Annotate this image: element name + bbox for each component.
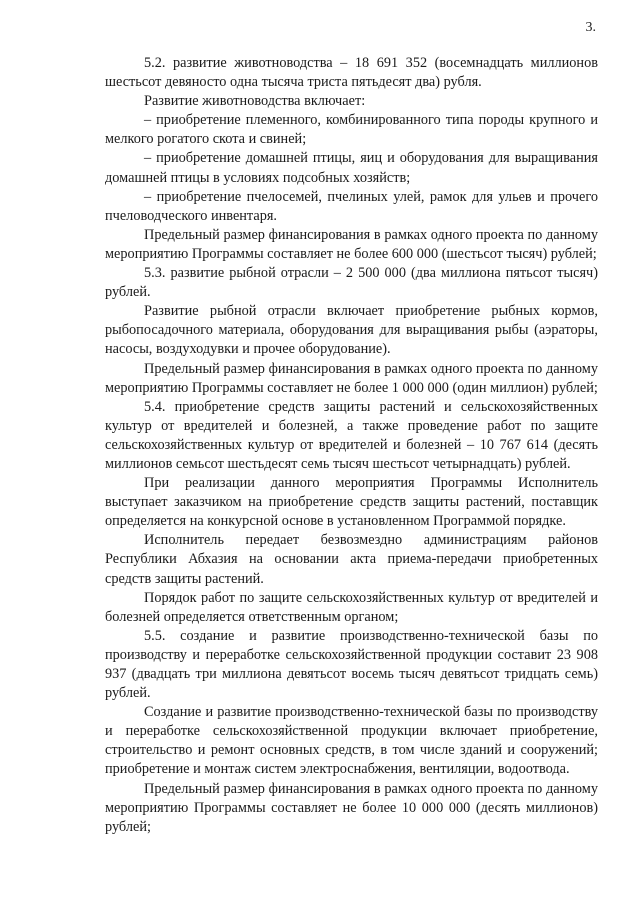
list-item-beekeeping: – приобретение пчелосемей, пчелиных улей, рамок для ульев и прочего пчеловодческого инвентаря. [105, 188, 598, 224]
paragraph-limit-base: Предельный размер финансирования в рамках одного проекта по данному мероприятию Программы составляет не более 10 000 000 (десять миллионов) рублей; [105, 780, 598, 835]
paragraph-5-2: 5.2. развитие животноводства – 18 691 352 (восемнадцать миллионов шестьсот девяносто одна тысяча триста пятьдесят два) рубля. [105, 55, 598, 91]
paragraph-5-3: 5.3. развитие рыбной отрасли – 2 500 000 (два миллиона пятьсот тысяч) рублей. [105, 265, 598, 301]
paragraph-fishery-includes: Развитие рыбной отрасли включает приобретение рыбных кормов, рыбопосадочного материала, оборудования для выращивания рыбы (аэраторы, насосы, воздуходувки и прочее оборудование). [105, 303, 598, 358]
paragraph-executor-customer: При реализации данного мероприятия Программы Исполнитель выступает заказчиком на приобретение средств защиты растений, поставщик определяется на конкурсной основе в установленном Программой порядке. [105, 475, 598, 530]
document-body [105, 54, 598, 837]
paragraph-limit-fishery: Предельный размер финансирования в рамках одного проекта по данному мероприятию Программы составляет не более 1 000 000 (один миллион) рублей; [105, 360, 598, 396]
paragraph-limit-livestock: Предельный размер финансирования в рамках одного проекта по данному мероприятию Программы составляет не более 600 000 (шестьсот тысяч) рублей; [105, 226, 598, 262]
paragraph-5-4: 5.4. приобретение средств защиты растений и сельскохозяйственных культур от вредителей и болезней, а также проведение работ по защите сельскохозяйственных культур от вредителей и болезней – 10 767 614 (десять миллионов семьсот шестьдесят семь тысяч шестьсот четырнадцать) рублей. [105, 398, 598, 472]
page-number: 3. [585, 20, 596, 35]
paragraph-livestock-intro: Развитие животноводства включает: [144, 93, 366, 110]
list-item-cattle: – приобретение племенного, комбинированного типа породы крупного и мелкого рогатого скота и свиней; [105, 112, 598, 148]
paragraph-base-includes: Создание и развитие производственно-технической базы по производству и переработке сельскохозяйственной продукции включает приобретение, строительство и ремонт основных средств, в том числе зданий и сооружений; приобретение и монтаж систем электроснабжения, вентиляции, водоотвода. [105, 704, 598, 778]
list-item-poultry: – приобретение домашней птицы, яиц и оборудования для выращивания домашней птицы в условиях подсобных хозяйств; [105, 150, 598, 186]
paragraph-protection-order: Порядок работ по защите сельскохозяйственных культур от вредителей и болезней определяется ответственным органом; [105, 589, 598, 625]
paragraph-5-5: 5.5. создание и развитие производственно-технической базы по производству и переработке сельскохозяйственной продукции составит 23 908 937 (двадцать три миллиона девятьсот восемь тысяч девятьсот тридцать семь) рублей. [105, 627, 598, 702]
paragraph-executor-transfer: Исполнитель передает безвозмездно администрациям районов Республики Абхазия на основании акта приема-передачи приобретенных средств защиты растений. [105, 532, 598, 587]
